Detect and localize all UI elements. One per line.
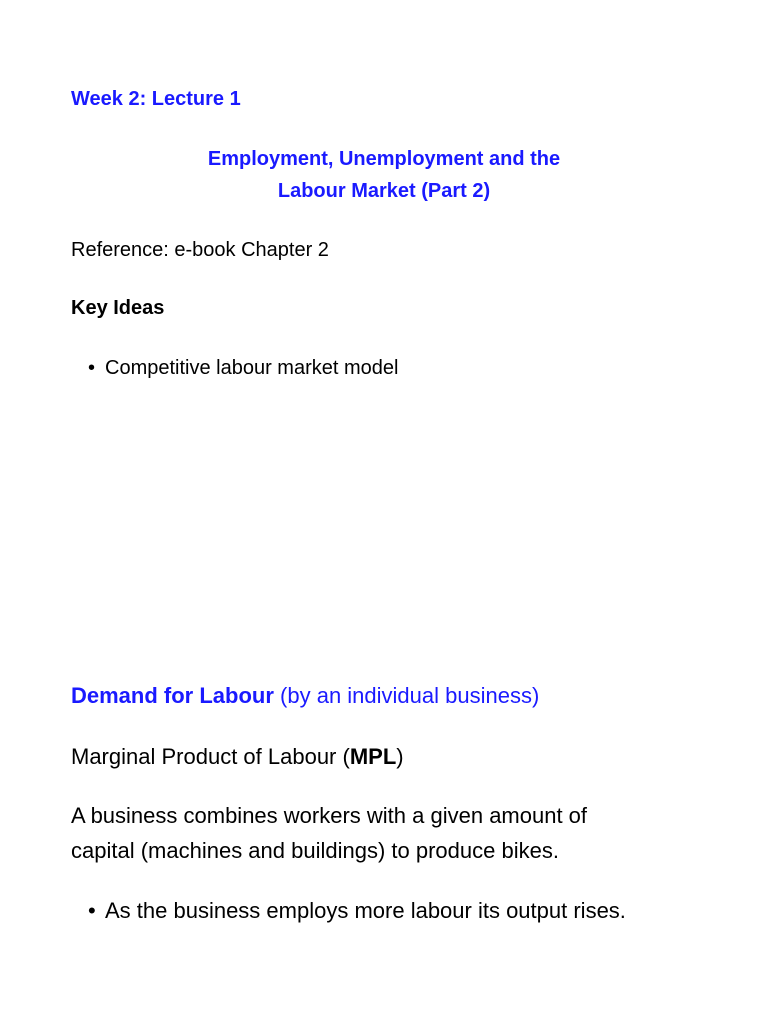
week-lecture-heading: Week 2: Lecture 1: [71, 88, 241, 110]
lecture-title-line-1: Employment, Unemployment and the: [207, 148, 561, 170]
lecture-title-line-2: Labour Market (Part 2): [277, 180, 491, 202]
demand-section-title-bold: Demand for Labour: [71, 683, 274, 708]
key-idea-text: Competitive labour market model: [105, 357, 399, 379]
mpl-definition-heading: [71, 744, 404, 770]
demand-section-title: [71, 683, 539, 709]
mpl-suffix: ): [396, 744, 404, 769]
key-ideas-heading: Key Ideas: [71, 297, 165, 319]
demand-list-item: [88, 898, 626, 924]
paragraph-line-1: A business combines workers with a given amount of: [71, 803, 588, 828]
mpl-prefix: Marginal Product of Labour (: [71, 744, 350, 769]
demand-bullet-text: As the business employs more labour its output rises.: [105, 898, 626, 923]
bullet-icon: •: [88, 898, 96, 923]
key-idea-list-item: [88, 357, 398, 380]
mpl-abbreviation: MPL: [349, 744, 397, 769]
reference-text: Reference: e-book Chapter 2: [71, 239, 329, 261]
demand-section-title-rest: (by an individual business): [280, 683, 540, 708]
bullet-icon: •: [88, 357, 96, 379]
paragraph-line-2: capital (machines and buildings) to produce bikes.: [71, 838, 559, 863]
